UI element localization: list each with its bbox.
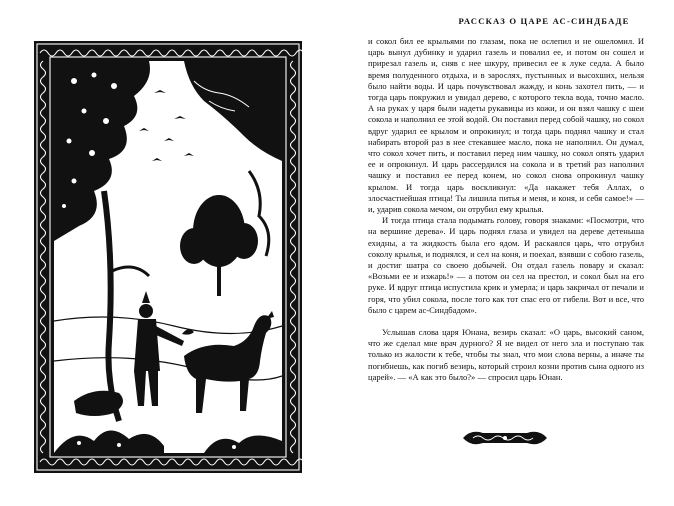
paragraph: и сокол бил ее крыльями по глазам, пока не ослепил и не ошеломил. И царь вынул дубинку и ударил газель и повалил ее, и потом он сошел и прирезал газель и, сняв с нее шкуру, привесил ее к луке седла. А было время полуденного отдыха, и в зарослях, пустынных и высохших, нельзя было найти воды. И царь почувствовал жажду, и конь захотел пить, — и тогда царь покружил и увидал дерево, с которого текла вода, точно масло. А на руках у царя были надеты рукавицы из кожи, и он взял чашку с шеи сокола и наполнил ее этой водой. Он поставил перед собой чашку, но сокол вдруг ударил ее крылом и опрокинул; и тогда царь поднял чашку и стал набирать второй раз в нее стекавшее масло, пока не наполнил. Он думал, что сокол хочет пить, и поставил перед ним чашку, но сокол опять ударил ее и опрокинул. И царь рассердился на сокола и в третий раз наполнил чашку и поставил ее перед конем, но сокол снова опрокинул чашку крылом. И тогда царь воскликнул: «Да накажет тебя Аллах, о злосчастнейшая птица! Ты лишила питья и меня, и коня, и себя самое!» — и, ударив сокола мечом, он отрубил ему крылья. (368, 36, 644, 215)
body-text (368, 36, 644, 383)
woodcut-illustration (34, 41, 302, 473)
paragraph: И тогда птица стала подымать голову, говоря знаками: «Посмотри, что на вершине дерева». И царь поднял глаза и увидел на дереве детеныша ехидны, а та жидкость была его ядом. И раскаялся царь, что отрубил соколу крылья, и поднялся, и сел на коня, и поехал, взявши с собою газель, и достиг шатра со своею добычей. Он отдал газель повару и сказал: «Возьми ее и изжарь!» — а потом он сел на престол, и сокол был на его руке. И вдруг птица испустила крик и умерла; и царь закричал от печали и горя, что убил сокола, после того как тот спас его от гибели. Вот и все, что было с царем ас-Синдбадом». (368, 215, 644, 315)
illustration-plate (34, 41, 302, 473)
running-head: РАССКАЗ О ЦАРЕ АС-СИНДБАДЕ (458, 16, 630, 26)
tailpiece-ornament (461, 427, 549, 449)
right-page (337, 0, 674, 506)
paragraph: Услышав слова царя Юнана, везирь сказал: «О царь, высокий саном, что же сделал мне врач дурного? Я не видел от него зла и поступаю так только из жалости к тебе, чтобы ты знал, что мои слова верны, а иначе ты погибнешь, как погиб везирь, который строил козни против сына одного из царей». — «А как это было?» — спросил царь Юнан. (368, 327, 644, 382)
